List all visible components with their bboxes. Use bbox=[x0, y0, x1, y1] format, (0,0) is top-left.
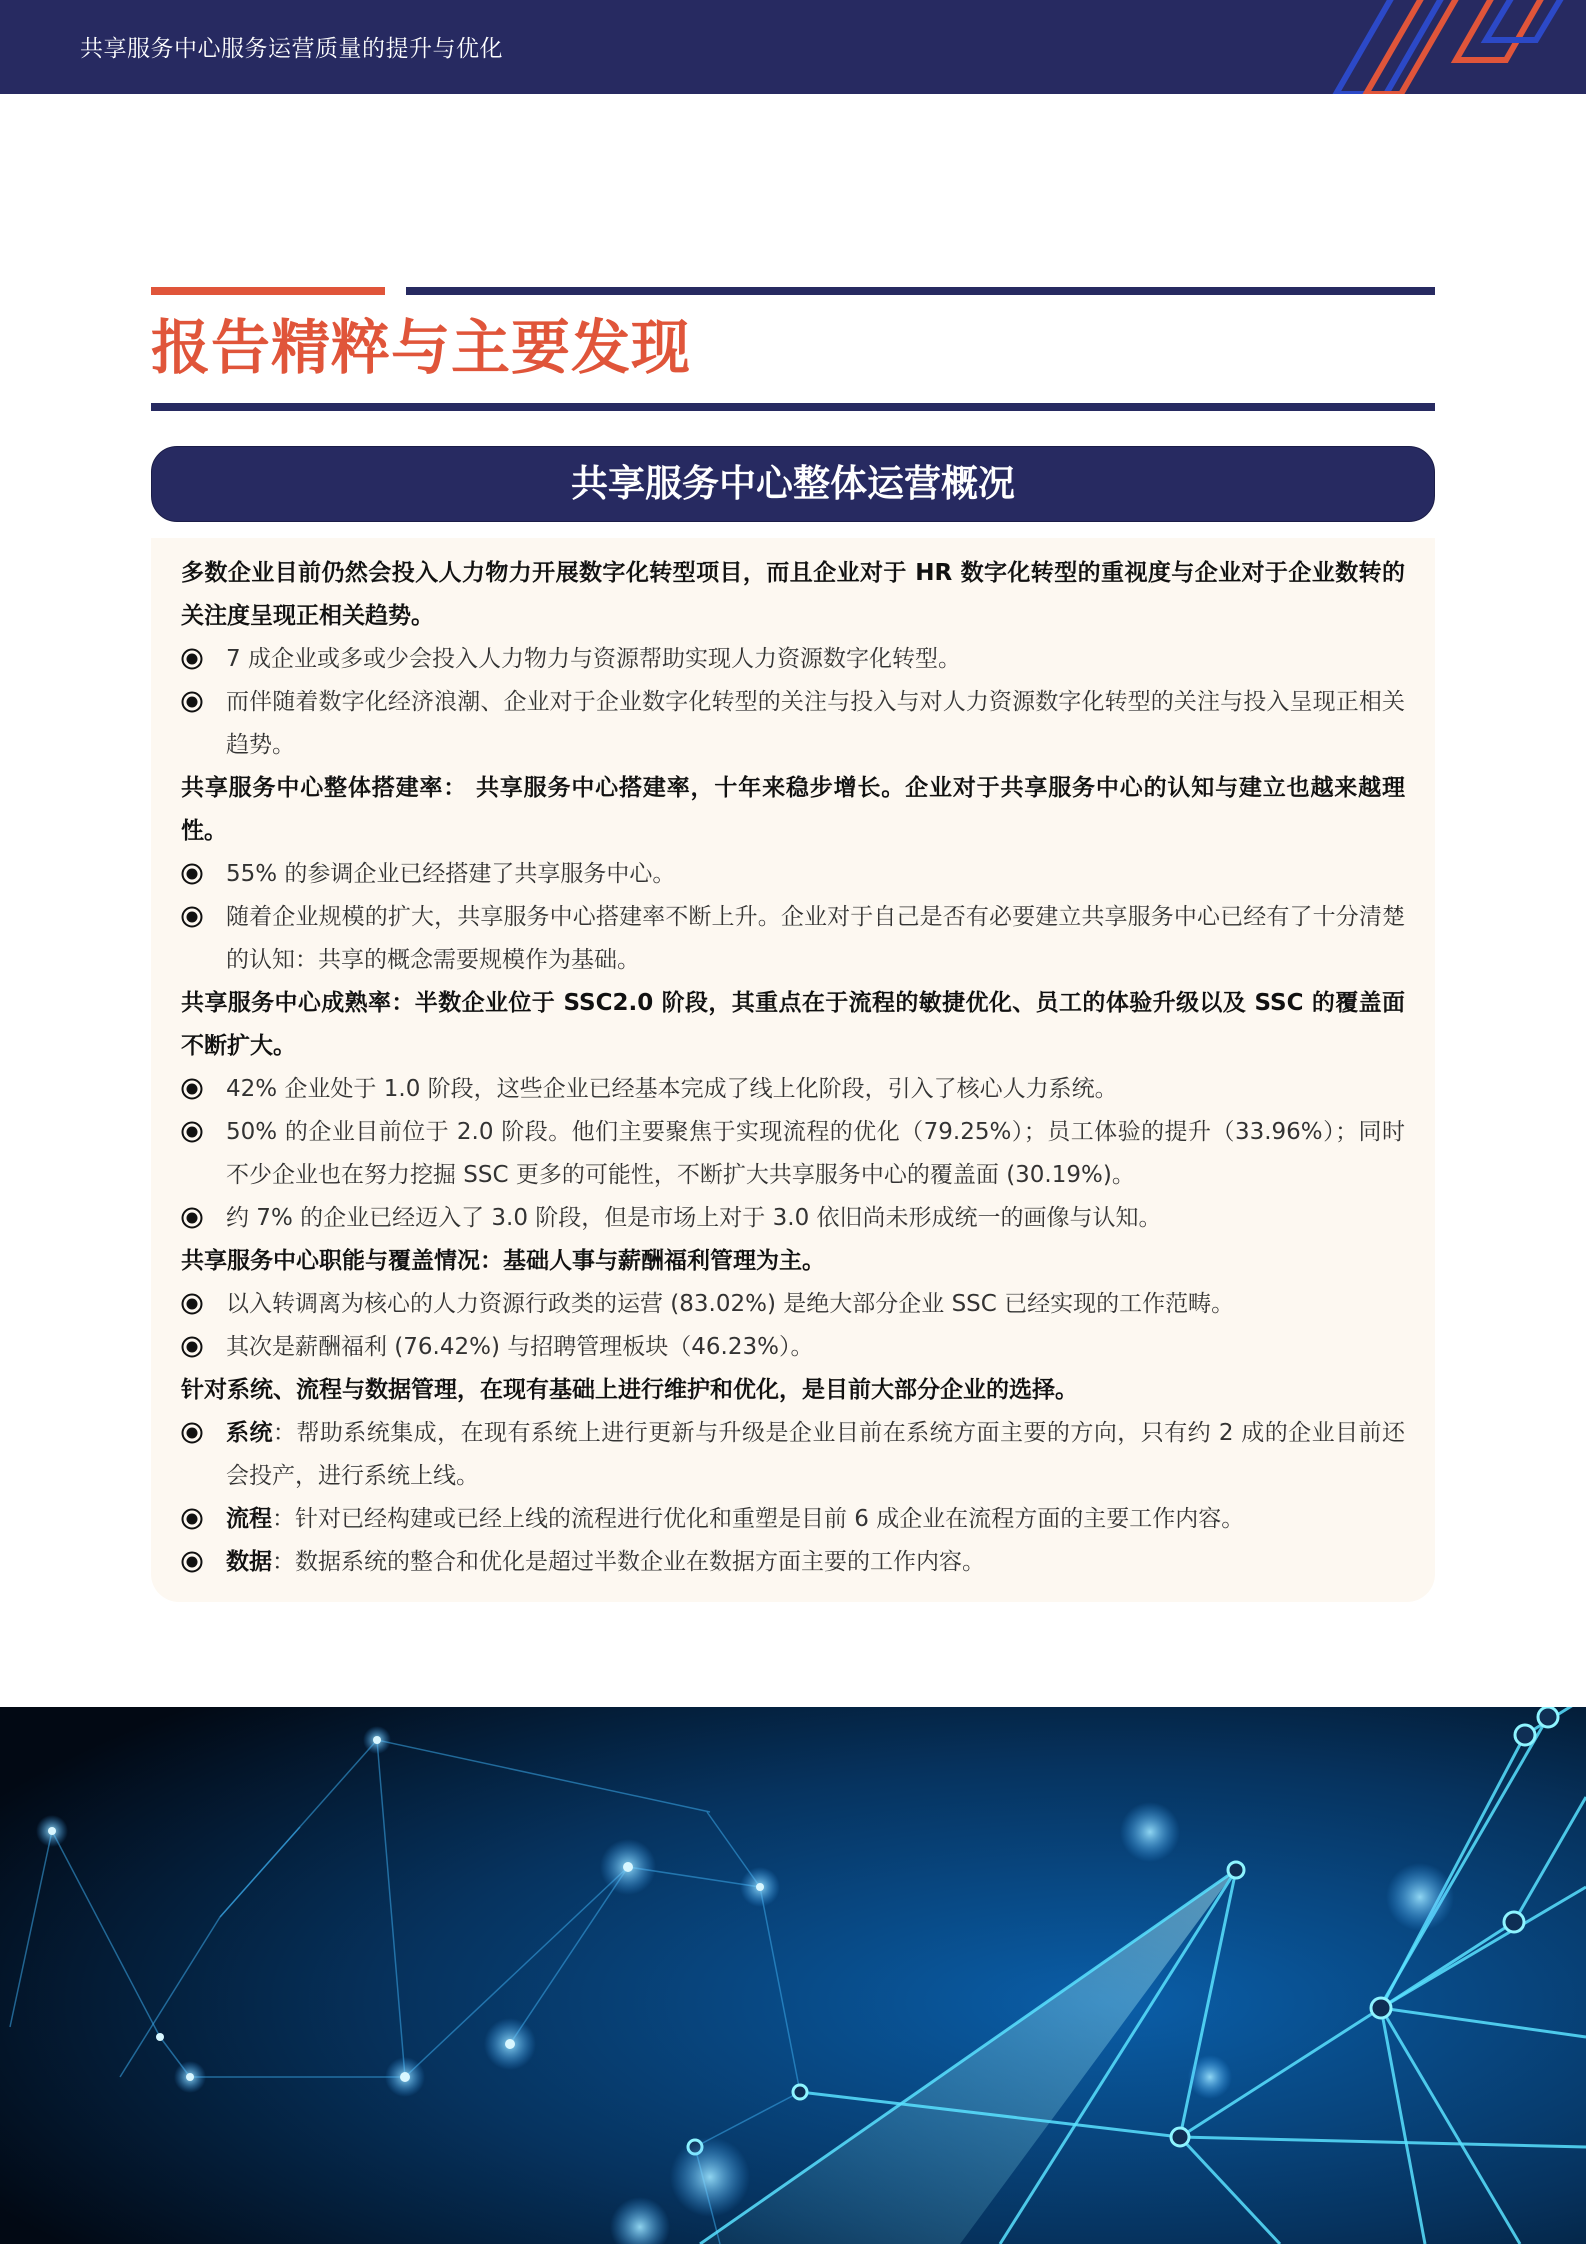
radio-bullet-icon bbox=[181, 906, 203, 928]
title-accent-rule bbox=[151, 287, 385, 295]
bullet-label: 数据 bbox=[226, 1549, 272, 1575]
finding-bullet bbox=[181, 1326, 1405, 1369]
bullet-text: 以入转调离为核心的人力资源行政类的运营 (83.02%) 是绝大部分企业 SSC 已经实现的工作范畴。 bbox=[226, 1291, 1235, 1317]
bullet-text: ：帮助系统集成，在现有系统上进行更新与升级是企业目前在系统方面主要的方向，只有约 2 成的企业目前还会投产，进行系统上线。 bbox=[226, 1420, 1406, 1489]
radio-bullet-icon bbox=[181, 1508, 203, 1530]
radio-bullet-icon bbox=[181, 1078, 203, 1100]
radio-bullet-icon bbox=[181, 1293, 203, 1315]
bullet-text: 约 7% 的企业已经迈入了 3.0 阶段，但是市场上对于 3.0 依旧尚未形成统一的画像与认知。 bbox=[226, 1205, 1162, 1231]
finding-bullet bbox=[181, 1412, 1405, 1498]
finding-heading: 共享服务中心职能与覆盖情况：基础人事与薪酬福利管理为主。 bbox=[181, 1248, 825, 1274]
findings-panel bbox=[151, 538, 1435, 1602]
bullet-label: 系统 bbox=[226, 1420, 273, 1446]
finding-bullet bbox=[181, 1197, 1405, 1240]
finding-heading: 针对系统、流程与数据管理，在现有基础上进行维护和优化，是目前大部分企业的选择。 bbox=[181, 1377, 1078, 1403]
section-header: 共享服务中心整体运营概况 bbox=[151, 446, 1435, 522]
bullet-text: ：数据系统的整合和优化是超过半数企业在数据方面主要的工作内容。 bbox=[272, 1549, 985, 1575]
finding-bullet bbox=[181, 1498, 1405, 1541]
finding-bullet bbox=[181, 853, 1405, 896]
page-title: 报告精粹与主要发现 bbox=[151, 313, 692, 382]
finding-bullet bbox=[181, 1111, 1405, 1197]
bullet-text: ：针对已经构建或已经上线的流程进行优化和重塑是目前 6 成企业在流程方面的主要工作内容。 bbox=[272, 1506, 1245, 1532]
finding-bullet bbox=[181, 896, 1405, 982]
finding-bullet bbox=[181, 1541, 1405, 1584]
bullet-text: 而伴随着数字化经济浪潮、企业对于企业数字化转型的关注与投入与对人力资源数字化转型的关注与投入呈现正相关趋势。 bbox=[226, 689, 1405, 758]
finding-bullet bbox=[181, 638, 1405, 681]
radio-bullet-icon bbox=[181, 1207, 203, 1229]
header-decoration bbox=[1246, 0, 1586, 94]
network-background-image bbox=[0, 1707, 1586, 2244]
radio-bullet-icon bbox=[181, 1551, 203, 1573]
radio-bullet-icon bbox=[181, 648, 203, 670]
radio-bullet-icon bbox=[181, 1121, 203, 1143]
radio-bullet-icon bbox=[181, 1422, 203, 1444]
bullet-text: 50% 的企业目前位于 2.0 阶段。他们主要聚焦于实现流程的优化（79.25%）；员工体验的提升（33.96%）；同时不少企业也在努力挖掘 SSC 更多的可能性，不断扩大共享服务中心的覆盖面 (30.19%)。 bbox=[226, 1119, 1405, 1188]
page-header bbox=[0, 0, 1586, 94]
radio-bullet-icon bbox=[181, 863, 203, 885]
finding-bullet bbox=[181, 1068, 1405, 1111]
title-bottom-rule bbox=[151, 403, 1435, 411]
radio-bullet-icon bbox=[181, 691, 203, 713]
finding-bullet bbox=[181, 1283, 1405, 1326]
bullet-label: 流程 bbox=[226, 1506, 272, 1532]
finding-heading: 共享服务中心整体搭建率： 共享服务中心搭建率，十年来稳步增长。企业对于共享服务中心的认知与建立也越来越理性。 bbox=[181, 775, 1405, 844]
bullet-text: 随着企业规模的扩大，共享服务中心搭建率不断上升。企业对于自己是否有必要建立共享服务中心已经有了十分清楚的认知：共享的概念需要规模作为基础。 bbox=[226, 904, 1405, 973]
bullet-text: 42% 企业处于 1.0 阶段，这些企业已经基本完成了线上化阶段，引入了核心人力系统。 bbox=[226, 1076, 1118, 1102]
finding-heading: 多数企业目前仍然会投入人力物力开展数字化转型项目，而且企业对于 HR 数字化转型的重视度与企业对于企业数转的关注度呈现正相关趋势。 bbox=[181, 560, 1405, 629]
radio-bullet-icon bbox=[181, 1336, 203, 1358]
title-top-rule bbox=[406, 287, 1435, 295]
bullet-text: 55% 的参调企业已经搭建了共享服务中心。 bbox=[226, 861, 676, 887]
bullet-text: 7 成企业或多或少会投入人力物力与资源帮助实现人力资源数字化转型。 bbox=[226, 646, 961, 672]
finding-bullet bbox=[181, 681, 1405, 767]
finding-heading: 共享服务中心成熟率：半数企业位于 SSC2.0 阶段，其重点在于流程的敏捷优化、员工的体验升级以及 SSC 的覆盖面不断扩大。 bbox=[181, 990, 1405, 1059]
bullet-text: 其次是薪酬福利 (76.42%) 与招聘管理板块（46.23%）。 bbox=[226, 1334, 814, 1360]
header-title: 共享服务中心服务运营质量的提升与优化 bbox=[80, 36, 503, 62]
